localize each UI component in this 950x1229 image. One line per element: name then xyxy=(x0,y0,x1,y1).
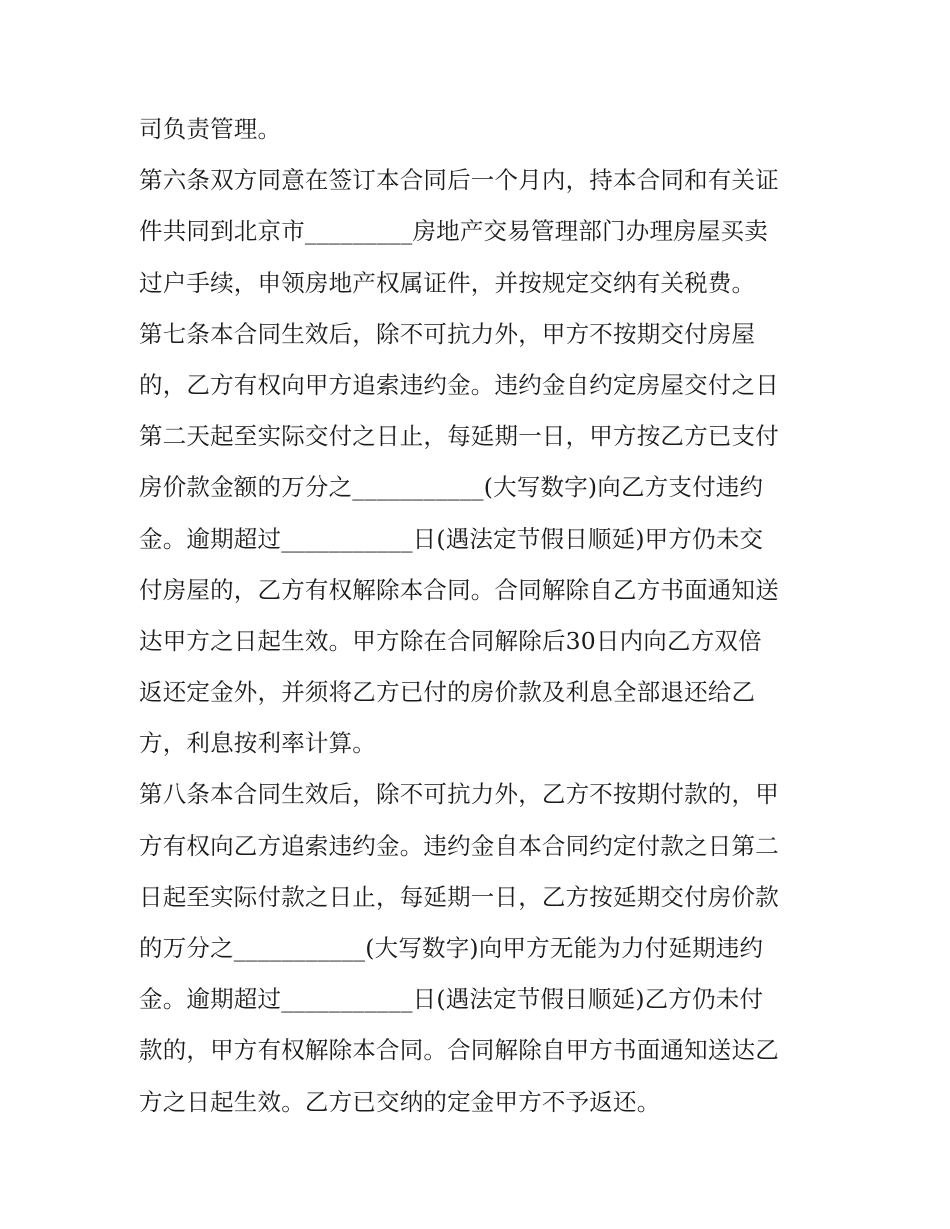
text-line: 达甲方之日起生效。甲方除在合同解除后30日内向乙方双倍 xyxy=(139,626,762,655)
text-line: 第八条本合同生效后，除不可抗力外，乙方不按期付款的，甲 xyxy=(139,780,779,809)
text-line: 第七条本合同生效后，除不可抗力外，甲方不按期交付房屋 xyxy=(139,319,756,348)
text-line: 方有权向乙方追索违约金。违约金自本合同约定付款之日第二 xyxy=(139,831,779,860)
text-line: 方之日起生效。乙方已交纳的定金甲方不予返还。 xyxy=(139,1087,661,1116)
text-line: 的，乙方有权向甲方追索违约金。违约金自约定房屋交付之日 xyxy=(139,370,779,399)
text-line: 金。逾期超过___________日(遇法定节假日顺延)乙方仍未付 xyxy=(139,985,764,1014)
text-line: 第六条双方同意在签订本合同后一个月内，持本合同和有关证 xyxy=(139,166,779,195)
text-line: 件共同到北京市_________房地产交易管理部门办理房屋买卖 xyxy=(139,217,768,246)
text-line: 日起至实际付款之日止，每延期一日，乙方按延期交付房价款 xyxy=(139,882,779,911)
text-line: 房价款金额的万分之___________(大写数字)向乙方支付违约 xyxy=(139,473,764,502)
text-line: 的万分之___________(大写数字)向甲方无能为力付延期违约 xyxy=(139,934,764,962)
text-line: 第二天起至实际交付之日止，每延期一日，甲方按乙方已支付 xyxy=(139,422,779,451)
text-line: 司负责管理。 xyxy=(139,115,282,143)
text-line: 款的，甲方有权解除本合同。合同解除自甲方书面通知送达乙 xyxy=(139,1036,779,1065)
text-line: 方，利息按利率计算。 xyxy=(139,729,376,758)
text-line: 金。逾期超过___________日(遇法定节假日顺延)甲方仍未交 xyxy=(139,524,764,553)
text-line: 付房屋的，乙方有权解除本合同。合同解除自乙方书面通知送 xyxy=(139,575,779,604)
document-body xyxy=(139,104,819,1128)
text-line: 过户手续，申领房地产权属证件，并按规定交纳有关税费。 xyxy=(139,268,756,297)
text-line: 返还定金外，并须将乙方已付的房价款及利息全部退还给乙 xyxy=(139,678,756,707)
